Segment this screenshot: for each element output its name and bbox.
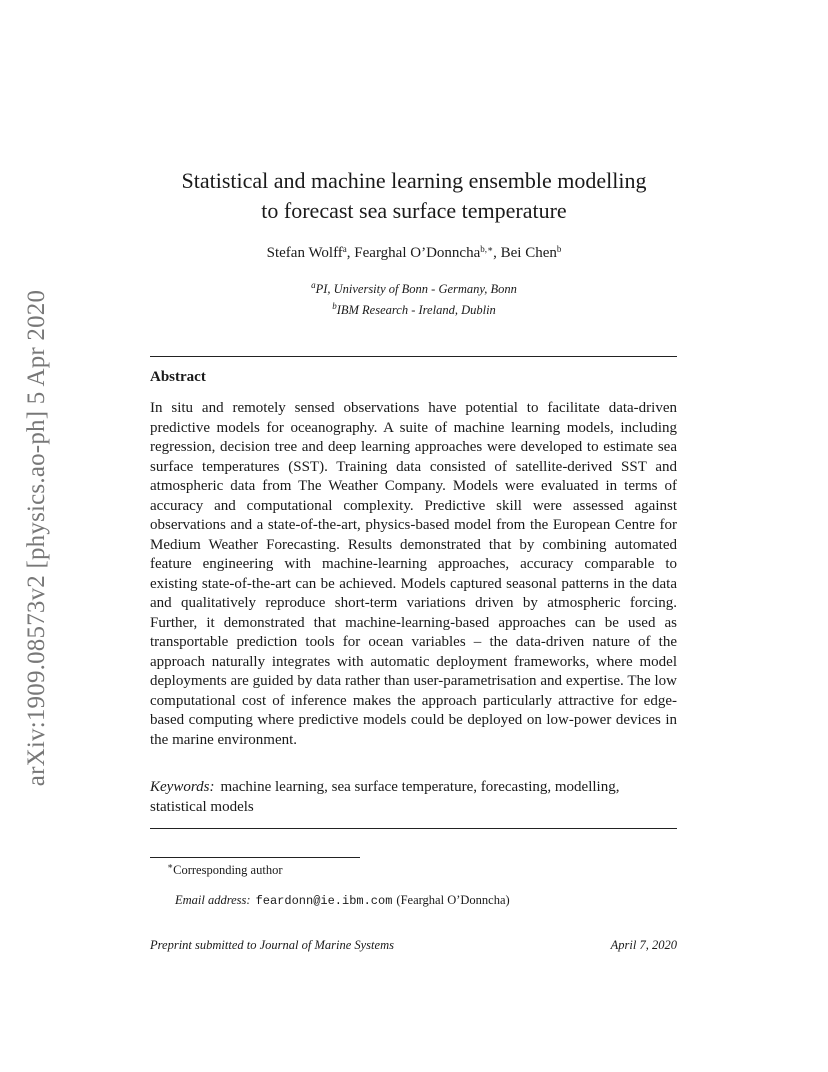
affiliation-text: PI, University of Bonn - Germany, Bonn [315,282,517,296]
affiliation-mark: a [311,280,316,290]
arxiv-identifier [19,265,55,810]
email-address[interactable]: feardonn@ie.ibm.com [255,894,393,908]
author-name: Bei Chen [500,245,557,261]
keywords-text: machine learning, sea surface temperature, forecasting, modelling, statistical models [150,779,620,815]
arxiv-identifier-text: arXiv:1909.08573v2 [physics.ao-ph] 5 Apr 2020 [23,289,51,786]
affiliation-line [0,277,828,298]
email-owner: (Fearghal O’Donncha) [396,893,510,907]
footnote-text: Corresponding author [173,863,283,877]
paper-title [0,166,828,226]
author-name: Fearghal O’Donncha [354,245,481,261]
preprint-date: April 7, 2020 [610,938,677,952]
abstract-bottom-rule [150,828,677,829]
title-line-2: to forecast sea surface temperature [261,198,567,223]
affiliation-mark: b [332,301,337,311]
abstract-heading: Abstract [150,369,206,385]
footnote-mark: ∗ [167,861,174,871]
abstract-top-rule [150,356,677,357]
email-line [175,893,510,908]
author-list: Stefan Wolff$^a$, Fearghal O’Donncha$^{b,∗}$, Bei Chen$^b$ [266,244,562,261]
keywords [150,778,677,817]
preprint-note: Preprint submitted to Journal of Marine Systems [150,938,394,952]
affiliation-text: IBM Research - Ireland, Dublin [336,303,496,317]
author-affil-mark: b [556,244,562,254]
footnote [167,861,282,878]
author-affil-mark: a [342,244,347,254]
footnote-rule [150,857,360,858]
affiliation-line [0,298,828,319]
keywords-label: Keywords: [150,779,215,795]
affiliations [0,277,828,319]
email-label: Email address: [175,893,251,907]
author-name: Stefan Wolff [266,245,343,261]
abstract-text: In situ and remotely sensed observations have potential to facilitate data-driven predictive models for oceanography. A suite of machine learning models, including regression, decision tree and deep learning approaches were developed to estimate sea surface temperatures (SST). Training data consisted of satellite-derived SST and atmospheric data from The Weather Company. Models were evaluated in terms of accuracy and computational complexity. Predictive skill were assessed against observations and a state-of-the-art, physics-based model from the European Centre for Medium Weather Forecasting. Results demonstrated that by combining automated feature engineering with machine-learning approaches, accuracy comparable to existing state-of-the-art can be achieved. Models captured seasonal patterns in the data and qualitatively reproduce short-term variations driven by atmospheric forcing. Further, it demonstrated that machine-learning-based approaches can be used as transportable prediction tools for ocean variables – the data-driven nature of the approach naturally integrates with automatic deployment frameworks, where model deployments are guided by data rather than user-parametrisation and expertise. The low computational cost of inference makes the approach particularly attractive for edge-based computing where predictive models could be deployed on low-power devices in the marine environment. [150,400,677,748]
author-affil-mark: b,∗ [480,244,494,254]
title-line-1: Statistical and machine learning ensemble modelling [181,168,647,193]
